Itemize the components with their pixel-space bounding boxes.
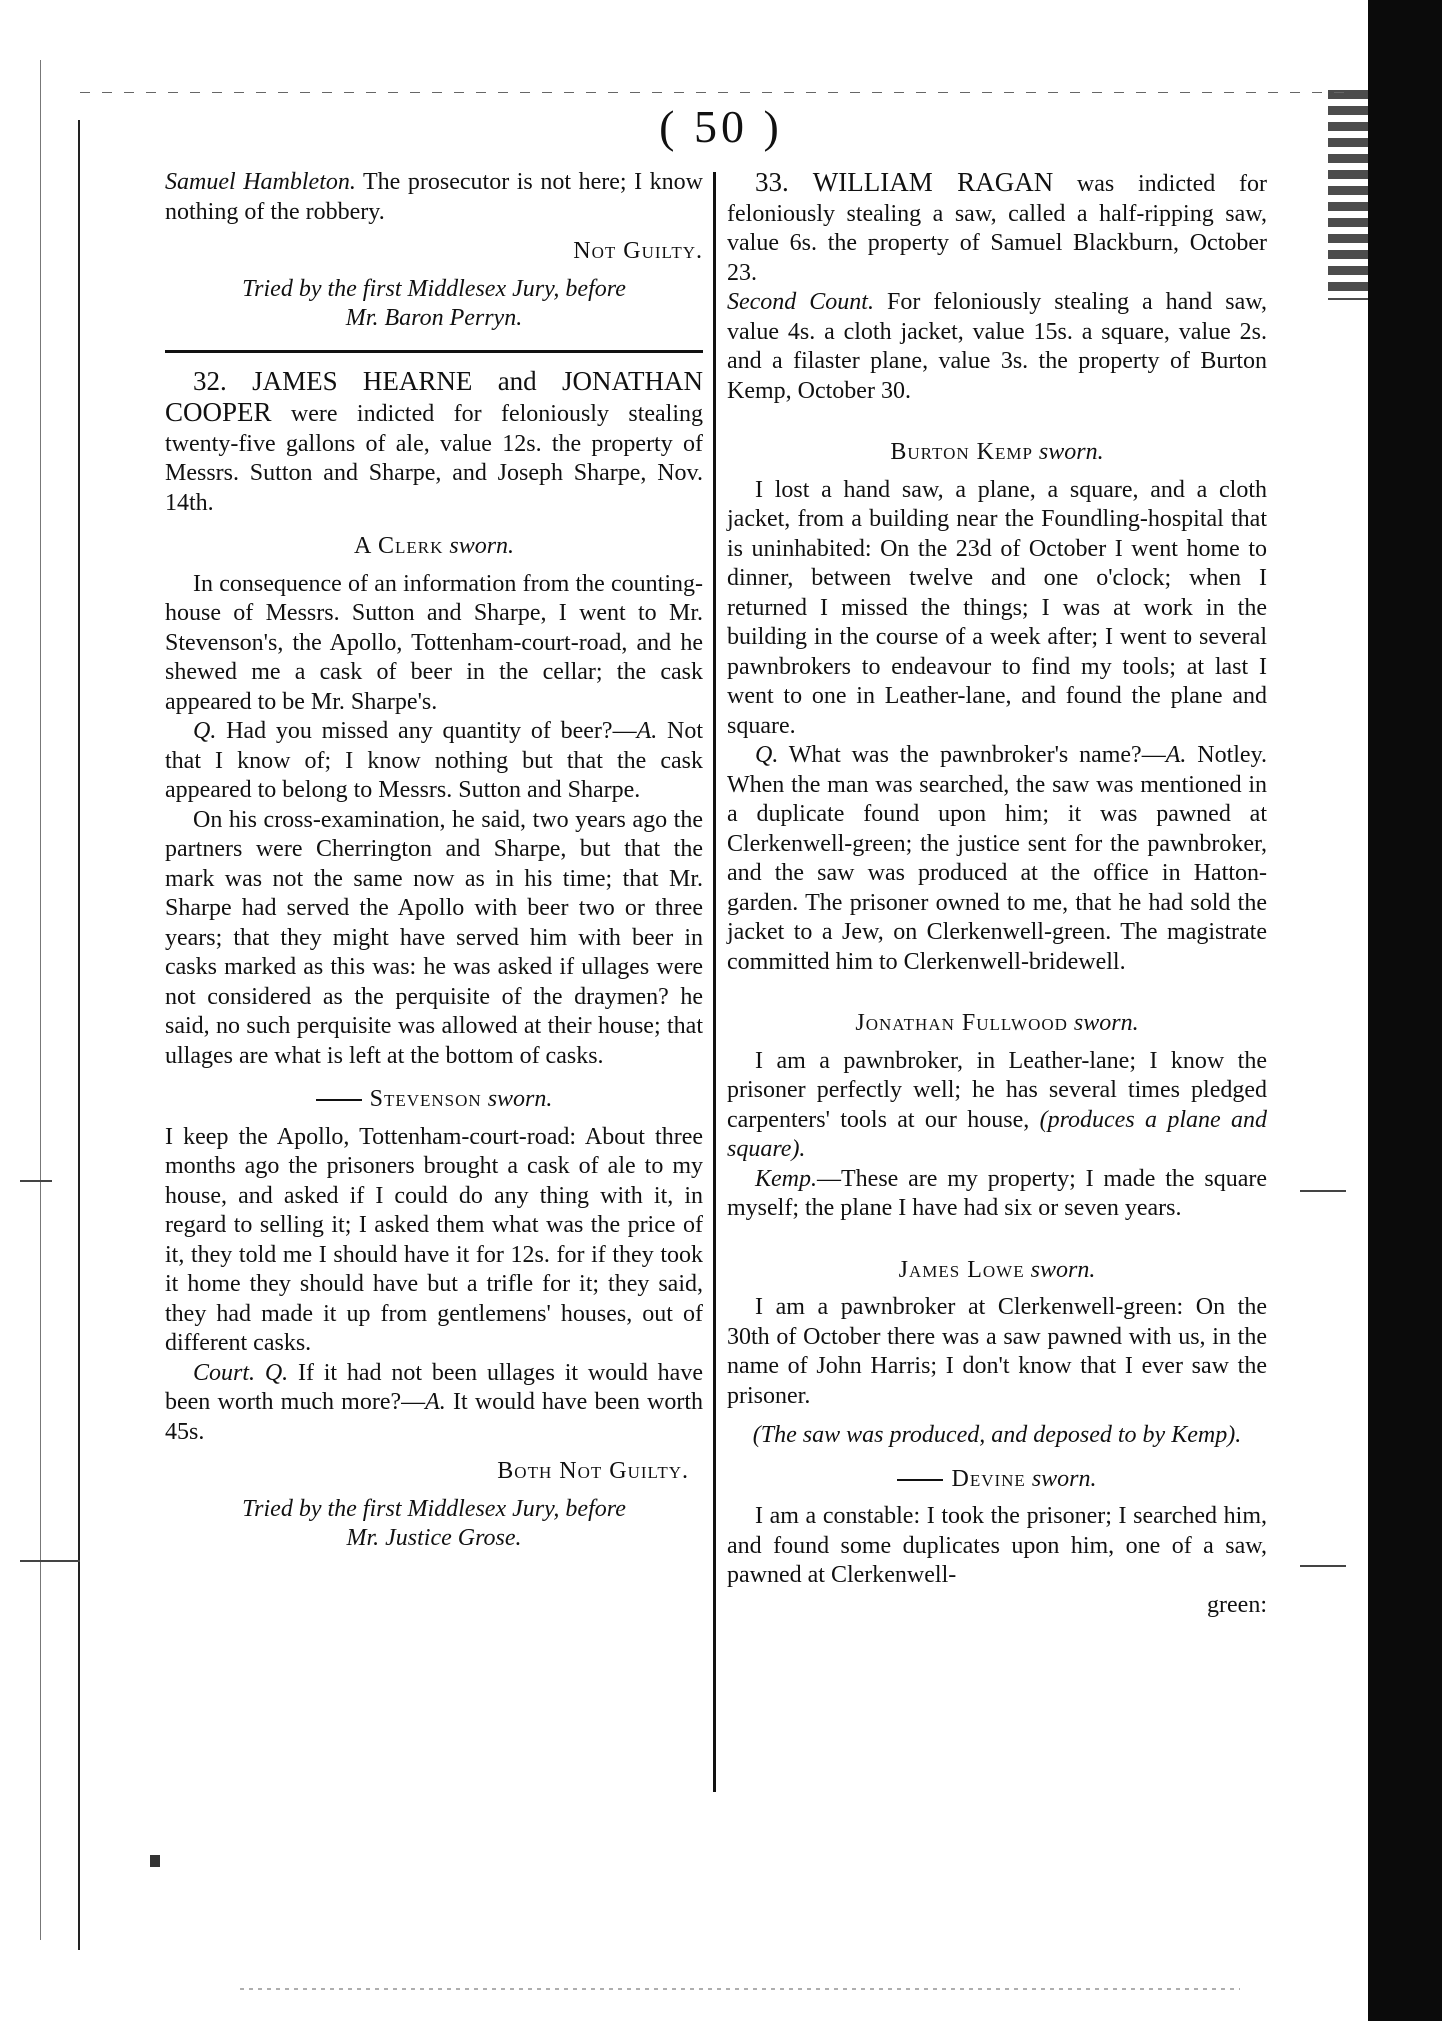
answer-text: Not that I know of; I know nothing but that the cask appeared to belong to Messrs. Sutton and Sharpe. bbox=[165, 718, 704, 803]
court-label: Court. bbox=[193, 1359, 256, 1386]
second-count-text: For feloniously stealing a hand saw, value 4s. a cloth jacket, value 15s. a square, value 2s. and a filaster plane, value 3s. the property of Burton Kemp, October 30. bbox=[727, 289, 1268, 404]
dash-rule bbox=[316, 1099, 362, 1101]
sworn-label: sworn. bbox=[443, 533, 515, 559]
second-count-label: Second Count. bbox=[727, 289, 874, 315]
court-question-answer bbox=[165, 1359, 703, 1448]
trial-note-line1: Tried by the first Middlesex Jury, before bbox=[242, 275, 626, 302]
dash-rule bbox=[897, 1479, 943, 1481]
spacer bbox=[727, 1224, 1267, 1242]
witness-name: A Clerk bbox=[353, 533, 444, 559]
question-label: Q. bbox=[755, 742, 779, 768]
indictment-text: were indicted for feloniously stealing twenty-five gallons of ale, value 12s. the property of Messrs. Sutton and Sharpe, and Joseph Sharpe, Nov. 14th. bbox=[165, 401, 703, 516]
devine-testimony: I am a constable: I took the prisoner; I searched him, and found some duplicates upon him, one of a saw, pawned at Clerkenwell- bbox=[727, 1503, 1267, 1588]
stevenson-testimony: I keep the Apollo, Tottenham-court-road: About three months ago the prisoners brought a cask of ale to my house, and asked if I could do any thing with it, in regard to selling it; I asked them what was the price of it, they told me I should have it for 12s. for if they took it home they should have but a trifle for it; they said, they had made it up from gentlemens' houses, out of different casks. bbox=[165, 1123, 703, 1356]
question-text: What was the pawnbroker's name?— bbox=[778, 742, 1166, 768]
answer-text: Notley. When the man was searched, the saw was mentioned in a duplicate found upon him; it was pawned at Clerkenwell-green; the justice sent for the pawnbroker, and the saw was produced at the office in Hatton-garden. The prisoner owned to me, that he had sold the jacket to a Jew, on Clerkenwell-green. The magistrate committed him to Clerkenwell-bridewell. bbox=[727, 742, 1268, 975]
left-column bbox=[165, 168, 703, 1554]
witness-heading-stevenson bbox=[165, 1085, 703, 1115]
speaker-name: Kemp. bbox=[755, 1165, 817, 1192]
trial-note-line1: Tried by the first Middlesex Jury, before bbox=[242, 1495, 626, 1522]
speaker-name: Samuel Hambleton. bbox=[165, 169, 356, 195]
fullwood-testimony bbox=[727, 1047, 1267, 1165]
scan-bottom-noise bbox=[240, 1988, 1240, 1990]
page-number: ( 50 ) bbox=[659, 101, 783, 152]
kemp-question-answer bbox=[727, 741, 1267, 977]
clerk-question-answer bbox=[165, 717, 703, 806]
trial-note-line2: Mr. Justice Grose. bbox=[346, 1525, 522, 1551]
lowe-testimony: I am a pawnbroker at Clerkenwell-green: On the 30th of October there was a saw pawned with us, in the name of John Harris; I don't know that I ever saw the prisoner. bbox=[727, 1294, 1267, 1409]
produces-note: (produces a plane and square). bbox=[727, 1106, 1267, 1162]
scan-mark bbox=[1300, 1190, 1346, 1192]
clerk-cross-examination: On his cross-examination, he said, two years ago the partners were Cherrington and Sharpe, but that the mark was not the same now as in his time; that Mr. Sharpe had served the Apollo with beer two or three years; that they might have served him with beer in casks marked as this was: he was asked if ullages were not considered as the perquisite of the draymen? he said, no such perquisite was allowed at their house; that ullages are what is left at the bottom of casks. bbox=[165, 806, 703, 1069]
testimony-hambleton bbox=[165, 168, 703, 227]
sworn-label: sworn. bbox=[1032, 439, 1104, 465]
witness-heading-fullwood bbox=[727, 1009, 1267, 1039]
witness-heading-clerk bbox=[165, 532, 703, 562]
witness-name: Stevenson bbox=[369, 1086, 482, 1112]
scan-mark bbox=[20, 1560, 80, 1562]
sworn-label: sworn. bbox=[1024, 1256, 1096, 1283]
trial-note-line2: Mr. Baron Perryn. bbox=[345, 305, 523, 331]
question-text: Had you missed any quantity of beer?— bbox=[216, 718, 637, 744]
answer-text: It would have been worth 45s. bbox=[165, 1389, 703, 1445]
answer-label: A. bbox=[1165, 742, 1187, 768]
answer-label: A. bbox=[636, 718, 658, 744]
case-number: 32. bbox=[193, 365, 253, 396]
clerk-testimony: In consequence of an information from the counting-house of Messrs. Sutton and Sharpe, I went to Mr. Stevenson's, the Apollo, Tottenham-court-road, and he shewed me a cask of beer in the cellar; the cask appeared to be Mr. Sharpe's. bbox=[165, 570, 703, 715]
witness-heading-kemp bbox=[727, 438, 1267, 468]
witness-name: Jonathan Fullwood bbox=[855, 1010, 1068, 1036]
witness-heading-devine bbox=[727, 1465, 1267, 1495]
sworn-label: sworn. bbox=[1025, 1465, 1097, 1492]
question-label: Q. bbox=[193, 718, 217, 744]
scan-edge-left-faint bbox=[40, 60, 41, 1940]
indictment-text: was indicted for feloniously stealing a saw, called a half-ripping saw, value 6s. the property of Samuel Blackburn, October 23. bbox=[727, 171, 1268, 286]
kemp-testimony: I lost a hand saw, a plane, a square, and a cloth jacket, from a building near the Foundling-hospital that is uninhabited: On the 23d of October I went home to dinner, between twelve and one o'clock; when I returned I missed the things; I was at work in the building in the course of a week after; I went to several pawnbrokers to endeavour to find my tools; at last I went to one in Leather-lane, and found the plane and square. bbox=[727, 476, 1267, 739]
case-number: 33. bbox=[755, 167, 813, 197]
defendant-names: JAMES HEARNE and JONATHAN COOPER bbox=[165, 365, 703, 427]
witness-name: Devine bbox=[951, 1465, 1026, 1492]
saw-produced-note: (The saw was produced, and deposed to by Kemp). bbox=[752, 1422, 1242, 1448]
witness-name: James Lowe bbox=[898, 1256, 1025, 1283]
sworn-label: sworn. bbox=[481, 1086, 553, 1112]
spacer bbox=[727, 977, 1267, 995]
verdict: Not Guilty. bbox=[573, 238, 703, 264]
scan-edge-left bbox=[78, 120, 80, 1950]
testimony-text: I am a pawnbroker, in Leather-lane; I know the prisoner perfectly well; he has several times pledged carpenters' tools at our house, bbox=[727, 1047, 1267, 1133]
answer-label: A. bbox=[425, 1389, 446, 1415]
catchword: green: bbox=[1207, 1591, 1267, 1618]
column-rule bbox=[713, 172, 716, 1792]
section-rule bbox=[165, 350, 703, 353]
question-label: Q. bbox=[255, 1359, 289, 1386]
scan-mark bbox=[150, 1855, 160, 1867]
case-32-indictment bbox=[165, 367, 703, 519]
statement-text: —These are my property; I made the square myself; the plane I have had six or seven years. bbox=[727, 1165, 1267, 1221]
right-column bbox=[727, 168, 1267, 1620]
witness-name: Burton Kemp bbox=[890, 439, 1033, 465]
scan-mark bbox=[20, 1180, 52, 1182]
second-count bbox=[727, 288, 1267, 406]
testimony-text: The prosecutor is not here; I know nothing of the robbery. bbox=[165, 169, 703, 225]
question-text: If it had not been ullages it would have been worth much more?— bbox=[165, 1359, 703, 1415]
scan-top-noise bbox=[80, 92, 1350, 93]
spacer bbox=[727, 406, 1267, 424]
verdict: Both Not Guilty. bbox=[497, 1458, 689, 1484]
witness-heading-lowe bbox=[727, 1256, 1267, 1286]
case-33-indictment bbox=[727, 168, 1267, 288]
sworn-label: sworn. bbox=[1067, 1010, 1139, 1036]
kemp-statement bbox=[727, 1165, 1267, 1224]
defendant-name: WILLIAM RAGAN bbox=[812, 167, 1054, 197]
scan-mark bbox=[1300, 1565, 1346, 1567]
scan-edge-right bbox=[1368, 0, 1442, 2021]
